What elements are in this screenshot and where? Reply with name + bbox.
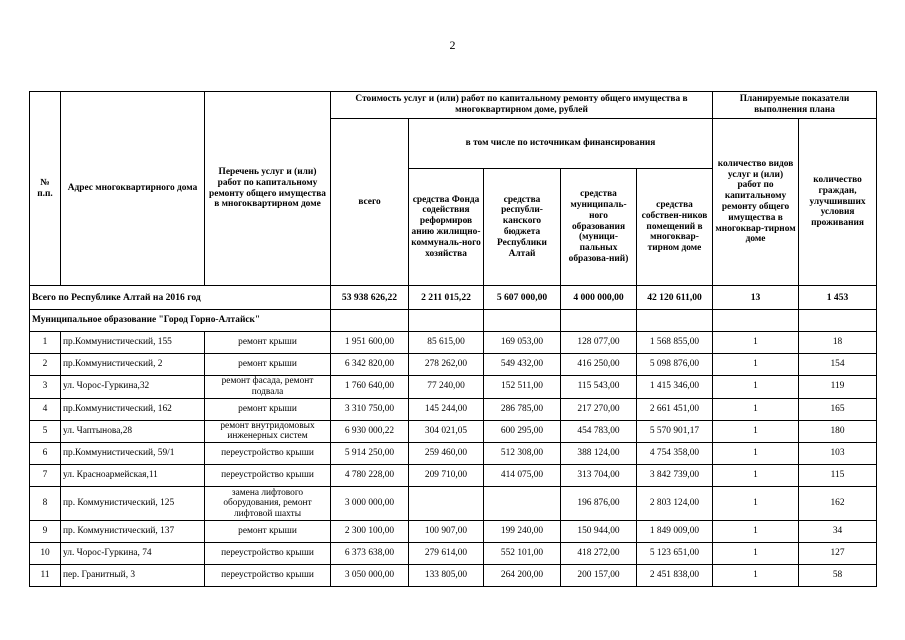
row-municipal: 313 704,00 bbox=[561, 465, 637, 487]
row-citizens: 127 bbox=[799, 543, 877, 565]
row-republic: 414 075,00 bbox=[484, 465, 561, 487]
row-address: пр. Коммунистический, 125 bbox=[61, 487, 205, 521]
row-republic: 552 101,00 bbox=[484, 543, 561, 565]
row-municipal: 150 944,00 bbox=[561, 521, 637, 543]
row-total: 6 373 638,00 bbox=[331, 543, 409, 565]
row-fund: 279 614,00 bbox=[409, 543, 484, 565]
municipality-label: Муниципальное образование "Город Горно-Алтайск" bbox=[30, 310, 331, 332]
row-work: замена лифтового оборудования, ремонт лифтовой шахты bbox=[205, 487, 331, 521]
row-kinds: 1 bbox=[713, 354, 799, 376]
row-work: ремонт крыши bbox=[205, 521, 331, 543]
row-total: 6 930 000,22 bbox=[331, 420, 409, 443]
row-kinds: 1 bbox=[713, 521, 799, 543]
row-owners: 2 803 124,00 bbox=[637, 487, 713, 521]
row-fund: 278 262,00 bbox=[409, 354, 484, 376]
total-citizens: 1 453 bbox=[799, 286, 877, 310]
row-address: пр.Коммунистический, 162 bbox=[61, 398, 205, 420]
header-republic: средства республи-канского бюджета Республики Алтай bbox=[484, 169, 561, 286]
row-republic bbox=[484, 487, 561, 521]
row-owners: 5 098 876,00 bbox=[637, 354, 713, 376]
table-row bbox=[30, 565, 877, 587]
row-municipal: 115 543,00 bbox=[561, 376, 637, 399]
header-services: Перечень услуг и (или) работ по капитальному ремонту общего имущества в многоквартирном доме bbox=[205, 92, 331, 286]
total-fund: 2 211 015,22 bbox=[409, 286, 484, 310]
table-row bbox=[30, 376, 877, 399]
row-total: 2 300 100,00 bbox=[331, 521, 409, 543]
header-total: всего bbox=[331, 119, 409, 286]
row-number: 10 bbox=[30, 543, 61, 565]
row-address: пер. Гранитный, 3 bbox=[61, 565, 205, 587]
repair-plan-table bbox=[29, 91, 877, 587]
row-owners: 1 415 346,00 bbox=[637, 376, 713, 399]
row-address: ул. Чорос-Гуркина,32 bbox=[61, 376, 205, 399]
row-kinds: 1 bbox=[713, 565, 799, 587]
row-fund: 133 805,00 bbox=[409, 565, 484, 587]
row-number: 1 bbox=[30, 332, 61, 354]
row-citizens: 103 bbox=[799, 443, 877, 465]
row-number: 11 bbox=[30, 565, 61, 587]
table-row bbox=[30, 487, 877, 521]
total-owners: 42 120 611,00 bbox=[637, 286, 713, 310]
row-total: 1 760 640,00 bbox=[331, 376, 409, 399]
total-label: Всего по Республике Алтай на 2016 год bbox=[30, 286, 331, 310]
total-sum: 53 938 626,22 bbox=[331, 286, 409, 310]
row-total: 5 914 250,00 bbox=[331, 443, 409, 465]
row-owners: 4 754 358,00 bbox=[637, 443, 713, 465]
row-number: 2 bbox=[30, 354, 61, 376]
table-row bbox=[30, 420, 877, 443]
row-kinds: 1 bbox=[713, 332, 799, 354]
row-fund: 85 615,00 bbox=[409, 332, 484, 354]
table-row bbox=[30, 398, 877, 420]
row-citizens: 18 bbox=[799, 332, 877, 354]
row-owners: 5 570 901,17 bbox=[637, 420, 713, 443]
row-municipal: 200 157,00 bbox=[561, 565, 637, 587]
row-republic: 600 295,00 bbox=[484, 420, 561, 443]
header-citizens: количество граждан, улучшивших условия проживания bbox=[799, 119, 877, 286]
row-kinds: 1 bbox=[713, 543, 799, 565]
row-work: переустройство крыши bbox=[205, 443, 331, 465]
row-republic: 286 785,00 bbox=[484, 398, 561, 420]
row-work: переустройство крыши bbox=[205, 465, 331, 487]
row-citizens: 162 bbox=[799, 487, 877, 521]
row-address: пр.Коммунистический, 59/1 bbox=[61, 443, 205, 465]
row-work: ремонт фасада, ремонт подвала bbox=[205, 376, 331, 399]
row-number: 7 bbox=[30, 465, 61, 487]
row-address: пр.Коммунистический, 155 bbox=[61, 332, 205, 354]
row-republic: 199 240,00 bbox=[484, 521, 561, 543]
table-row bbox=[30, 465, 877, 487]
row-owners: 5 123 651,00 bbox=[637, 543, 713, 565]
row-fund: 304 021,05 bbox=[409, 420, 484, 443]
row-kinds: 1 bbox=[713, 398, 799, 420]
row-municipal: 128 077,00 bbox=[561, 332, 637, 354]
row-municipal: 418 272,00 bbox=[561, 543, 637, 565]
row-citizens: 165 bbox=[799, 398, 877, 420]
row-number: 6 bbox=[30, 443, 61, 465]
row-republic: 169 053,00 bbox=[484, 332, 561, 354]
row-number: 3 bbox=[30, 376, 61, 399]
row-municipal: 388 124,00 bbox=[561, 443, 637, 465]
row-fund: 259 460,00 bbox=[409, 443, 484, 465]
total-kinds: 13 bbox=[713, 286, 799, 310]
row-owners: 1 568 855,00 bbox=[637, 332, 713, 354]
row-municipal: 196 876,00 bbox=[561, 487, 637, 521]
row-work: ремонт крыши bbox=[205, 398, 331, 420]
header-owners: средства собствен-ников помещений в многоквар-тирном доме bbox=[637, 169, 713, 286]
row-address: пр.Коммунистический, 2 bbox=[61, 354, 205, 376]
row-municipal: 454 783,00 bbox=[561, 420, 637, 443]
header-municipal: средства муниципаль-ного образования (муници-пальных образова-ний) bbox=[561, 169, 637, 286]
row-number: 4 bbox=[30, 398, 61, 420]
row-kinds: 1 bbox=[713, 465, 799, 487]
row-work: переустройство крыши bbox=[205, 565, 331, 587]
header-fund: средства Фонда содействия реформиров анию жилищно-коммуналь-ного хозяйства bbox=[409, 169, 484, 286]
row-owners: 2 451 838,00 bbox=[637, 565, 713, 587]
row-total: 1 951 600,00 bbox=[331, 332, 409, 354]
row-work: ремонт крыши bbox=[205, 354, 331, 376]
row-citizens: 58 bbox=[799, 565, 877, 587]
table-row bbox=[30, 354, 877, 376]
row-kinds: 1 bbox=[713, 376, 799, 399]
row-fund: 209 710,00 bbox=[409, 465, 484, 487]
row-municipal: 416 250,00 bbox=[561, 354, 637, 376]
row-republic: 512 308,00 bbox=[484, 443, 561, 465]
total-row bbox=[30, 286, 877, 310]
header-cost-group: Стоимость услуг и (или) работ по капитальному ремонту общего имущества в многоквартирном доме, рублей bbox=[331, 92, 713, 119]
header-kinds: количество видов услуг и (или) работ по капитальному ремонту общего имущества в многоквар-тирном доме bbox=[713, 119, 799, 286]
row-number: 8 bbox=[30, 487, 61, 521]
row-total: 3 310 750,00 bbox=[331, 398, 409, 420]
row-citizens: 34 bbox=[799, 521, 877, 543]
row-fund: 100 907,00 bbox=[409, 521, 484, 543]
row-kinds: 1 bbox=[713, 443, 799, 465]
header-address: Адрес многоквартирного дома bbox=[61, 92, 205, 286]
row-owners: 1 849 009,00 bbox=[637, 521, 713, 543]
row-address: пр. Коммунистический, 137 bbox=[61, 521, 205, 543]
row-fund: 145 244,00 bbox=[409, 398, 484, 420]
row-total: 4 780 228,00 bbox=[331, 465, 409, 487]
table-row bbox=[30, 332, 877, 354]
row-fund: 77 240,00 bbox=[409, 376, 484, 399]
row-republic: 549 432,00 bbox=[484, 354, 561, 376]
row-republic: 264 200,00 bbox=[484, 565, 561, 587]
row-republic: 152 511,00 bbox=[484, 376, 561, 399]
row-work: ремонт внутридомовых инженерных систем bbox=[205, 420, 331, 443]
row-work: ремонт крыши bbox=[205, 332, 331, 354]
table-header bbox=[30, 92, 877, 286]
row-number: 9 bbox=[30, 521, 61, 543]
row-kinds: 1 bbox=[713, 420, 799, 443]
row-number: 5 bbox=[30, 420, 61, 443]
header-funding-group: в том числе по источникам финансирования bbox=[409, 119, 713, 169]
table-body bbox=[30, 286, 877, 587]
table-row bbox=[30, 543, 877, 565]
total-republic: 5 607 000,00 bbox=[484, 286, 561, 310]
total-municipal: 4 000 000,00 bbox=[561, 286, 637, 310]
row-total: 6 342 820,00 bbox=[331, 354, 409, 376]
row-owners: 2 661 451,00 bbox=[637, 398, 713, 420]
row-kinds: 1 bbox=[713, 487, 799, 521]
municipality-row bbox=[30, 310, 877, 332]
row-citizens: 119 bbox=[799, 376, 877, 399]
header-num: № п.п. bbox=[30, 92, 61, 286]
row-work: переустройство крыши bbox=[205, 543, 331, 565]
row-citizens: 154 bbox=[799, 354, 877, 376]
table-row bbox=[30, 443, 877, 465]
row-address: ул. Красноармейская,11 bbox=[61, 465, 205, 487]
row-address: ул. Чорос-Гуркина, 74 bbox=[61, 543, 205, 565]
table-row bbox=[30, 521, 877, 543]
row-fund bbox=[409, 487, 484, 521]
row-address: ул. Чаптынова,28 bbox=[61, 420, 205, 443]
row-citizens: 180 bbox=[799, 420, 877, 443]
row-owners: 3 842 739,00 bbox=[637, 465, 713, 487]
row-municipal: 217 270,00 bbox=[561, 398, 637, 420]
row-total: 3 000 000,00 bbox=[331, 487, 409, 521]
row-citizens: 115 bbox=[799, 465, 877, 487]
page-number: 2 bbox=[449, 38, 456, 52]
header-plan-group: Планируемые показатели выполнения плана bbox=[713, 92, 877, 119]
row-total: 3 050 000,00 bbox=[331, 565, 409, 587]
